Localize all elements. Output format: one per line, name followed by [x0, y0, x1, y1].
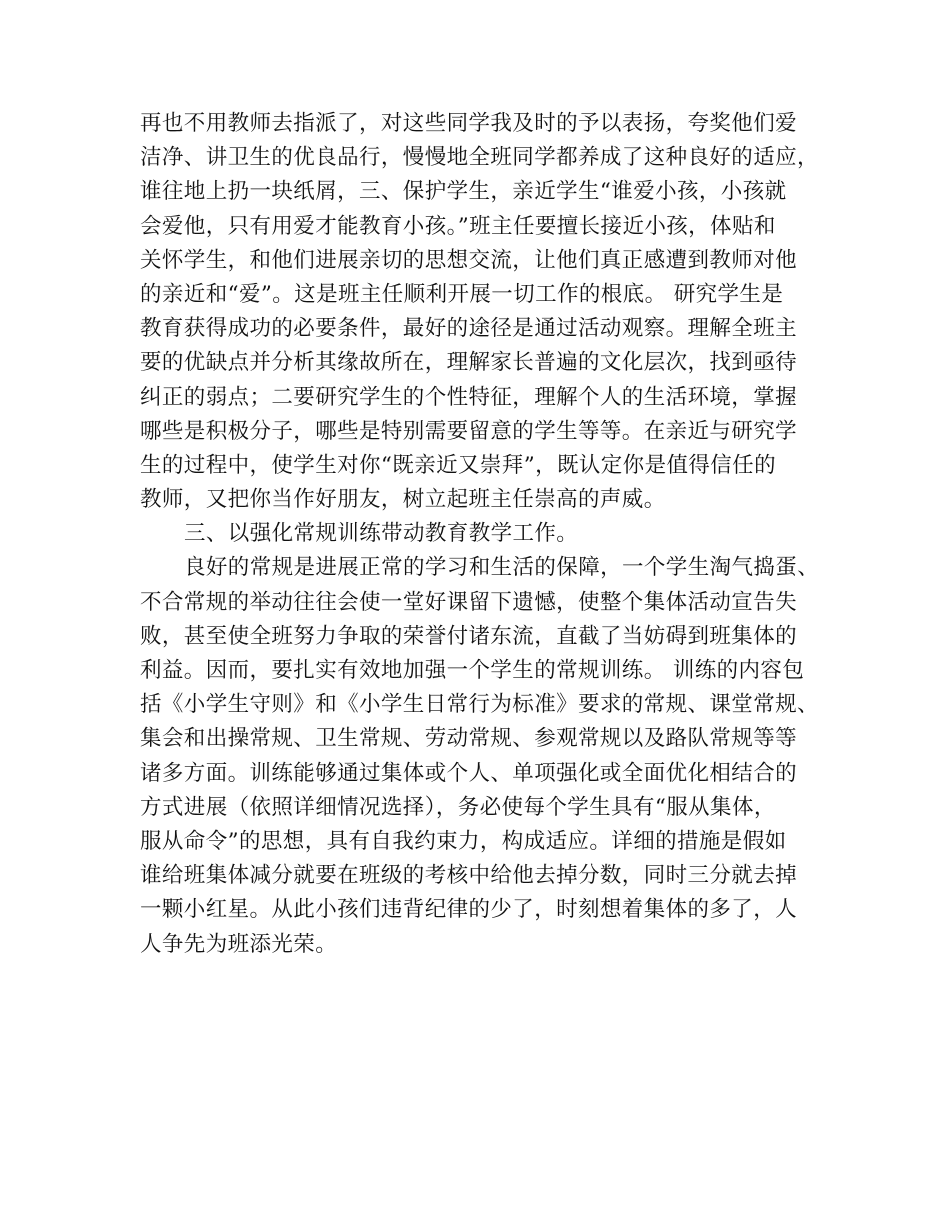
- text-line: 利益。因而，要扎实有效地加强一个学生的常规训练。 训练的内容包: [140, 658, 805, 683]
- text-line: 的亲近和“爱”。这是班主任顺利开展一切工作的根底。 研究学生是: [140, 281, 784, 307]
- text-line: 再也不用教师去指派了，对这些同学我及时的予以表扬，夸奖他们爱: [140, 111, 798, 136]
- text-line: 谁给班集体减分就要在班级的考核中给他去掉分数，同时三分就去掉: [140, 863, 798, 889]
- text-line: 诸多方面。训练能够通过集体或个人、单项强化或全面优化相结合的: [140, 760, 798, 786]
- body-text: [140, 107, 840, 962]
- text-line: 服从命令”的思想，具有自我约束力，构成适应。详细的措施是假如: [140, 828, 787, 854]
- text-line: 洁净、讲卫生的优良品行，慢慢地全班同学都养成了这种良好的适应，: [140, 145, 819, 171]
- text-line: 括《小学生守则》和《小学生日常行为标准》要求的常规、课堂常规、: [140, 692, 819, 718]
- text-line: 会爱他，只有用爱才能教育小孩。”班主任要擅长接近小孩，体贴和: [140, 213, 776, 239]
- text-line: 败，甚至使全班努力争取的荣誉付诸东流，直截了当妨碍到班集体的: [140, 623, 798, 649]
- text-line: 生的过程中，使学生对你“既亲近又崇拜”，既认定你是值得信任的: [140, 452, 776, 478]
- text-line: 方式进展（依照详细情况选择），务必使每个学生具有“服从集体，: [140, 794, 776, 820]
- text-line: 关怀学生，和他们进展亲切的思想交流，让他们真正感遭到教师对他: [140, 247, 798, 273]
- text-line: 集会和出操常规、卫生常规、劳动常规、参观常规以及路队常规等等: [140, 726, 798, 752]
- text-line: 纠正的弱点；二要研究学生的个性特征，理解个人的生活环境，掌握: [140, 384, 798, 410]
- text-line: 哪些是积极分子，哪些是特别需要留意的学生等等。在亲近与研究学: [140, 418, 798, 444]
- section-heading: 三、以强化常规训练带动教育教学工作。: [184, 521, 579, 547]
- text-line: 教师，又把你当作好朋友，树立起班主任崇高的声威。: [140, 487, 666, 513]
- text-line: 要的优缺点并分析其缘故所在，理解家长普遍的文化层次，找到亟待: [140, 350, 798, 376]
- text-line: 一颗小红星。从此小孩们违背纪律的少了，时刻想着集体的多了，人: [140, 897, 798, 923]
- text-line: 良好的常规是进展正常的学习和生活的保障，一个学生淘气捣蛋、: [184, 555, 820, 581]
- text-line: 人争先为班添光荣。: [140, 931, 338, 957]
- text-line: 教育获得成功的必要条件，最好的途径是通过活动观察。理解全班主: [140, 316, 798, 342]
- text-line: 不合常规的举动往往会使一堂好课留下遗憾，使整个集体活动宣告失: [140, 589, 798, 615]
- text-line: 谁往地上扔一块纸屑，三、保护学生，亲近学生“谁爱小孩，小孩就: [140, 179, 787, 205]
